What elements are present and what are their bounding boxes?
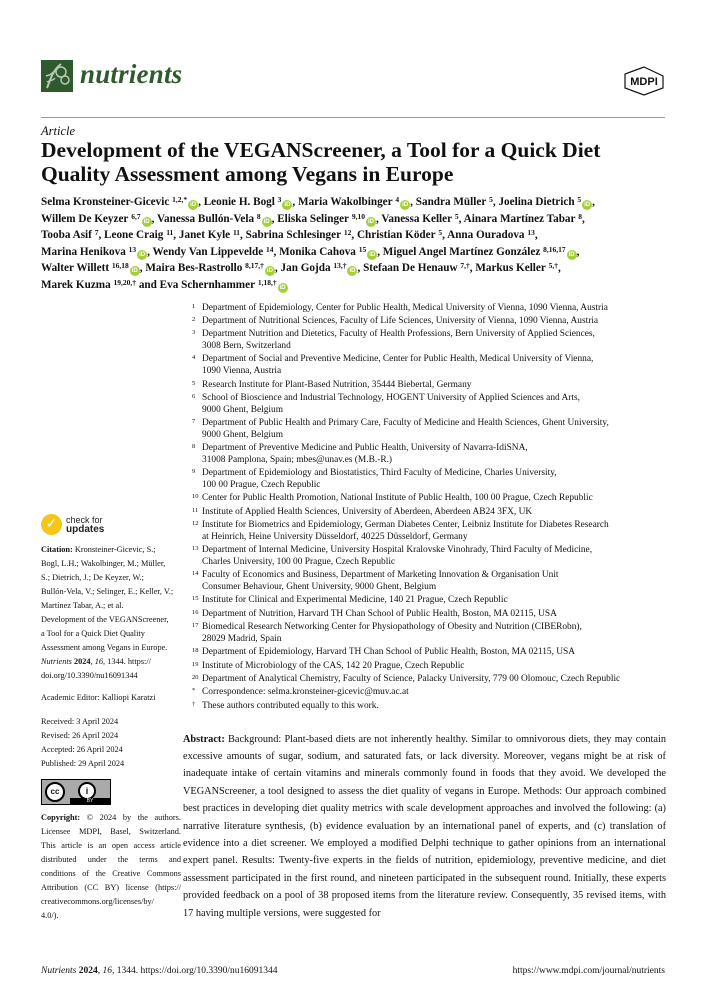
publication-date: Revised: 26 April 2024 bbox=[41, 731, 119, 740]
author-affiliation-markers: 13,† bbox=[333, 261, 347, 271]
orcid-icon[interactable]: iD bbox=[190, 202, 197, 208]
author-affiliation-markers: 8 bbox=[256, 211, 261, 221]
journal-name: nutrients bbox=[80, 59, 183, 89]
author[interactable]: Tooba Asif bbox=[41, 229, 92, 242]
orcid-icon[interactable]: iD bbox=[369, 251, 376, 258]
citation-line: Assessment among Vegans in Europe. bbox=[41, 643, 168, 652]
citation-line: Bullón-Vela, V.; Selinger, E.; Keller, V.; bbox=[41, 587, 174, 596]
author-affiliation-markers: 12 bbox=[343, 228, 352, 238]
author-affiliation-markers: 5 bbox=[438, 228, 443, 238]
affiliation bbox=[194, 520, 671, 543]
publication-date: Accepted: 26 April 2024 bbox=[41, 745, 123, 754]
author[interactable]: Selma Kronsteiner-Gicevic bbox=[41, 196, 170, 208]
author[interactable]: Walter Willett bbox=[41, 262, 110, 275]
copyright-line bbox=[41, 811, 181, 825]
affiliation-line: Consumer Behaviour, Ghent University, 9000 Ghent, Belgium bbox=[202, 581, 437, 592]
affiliation-line: at Heinrich, Heine University Düsseldorf, 40225 Düsseldorf, Germany bbox=[202, 531, 468, 542]
affiliation bbox=[194, 570, 671, 593]
affiliation bbox=[194, 609, 671, 621]
affiliation bbox=[194, 443, 671, 466]
author-affiliation-markers: 13 bbox=[128, 244, 137, 254]
article-title: Development of the VEGANScreener, a Tool for a Quick Diet Quality Assessment among Vegans in Europe bbox=[41, 138, 601, 186]
author[interactable]: Markus Keller bbox=[475, 262, 546, 275]
author[interactable]: Janet Kyle bbox=[178, 229, 231, 242]
affiliation-number: 19 bbox=[192, 660, 199, 668]
citation-block bbox=[41, 543, 181, 683]
checkmark-icon: ✓ bbox=[41, 514, 62, 535]
affiliation bbox=[194, 380, 671, 392]
affiliation-line: 100 00 Prague, Czech Republic bbox=[202, 479, 321, 490]
copyright-line: This article is an open access article bbox=[41, 841, 181, 850]
journal-logo-icon bbox=[41, 60, 73, 92]
affiliation bbox=[194, 622, 671, 645]
orcid-icon[interactable]: iD bbox=[139, 251, 146, 258]
affiliation bbox=[194, 661, 671, 673]
author[interactable]: Sandra Müller bbox=[415, 196, 487, 208]
affiliation-line: Department of Nutrition, Harvard TH Chan School of Public Health, Boston, MA 02115, USA bbox=[202, 608, 557, 619]
affiliation-number: 3 bbox=[192, 329, 196, 337]
author-affiliation-markers: 14 bbox=[266, 244, 274, 254]
cc-by-license-badge[interactable] bbox=[41, 779, 111, 805]
affiliation-number: 18 bbox=[192, 647, 199, 655]
author-affiliation-markers: 8 bbox=[578, 211, 583, 221]
affiliation bbox=[194, 545, 671, 568]
author[interactable]: Eliska Selinger bbox=[277, 212, 350, 225]
footer-journal-url[interactable]: https://www.mdpi.com/journal/nutrients bbox=[512, 966, 665, 976]
affiliation-line: Department of Nutritional Sciences, Faculty of Life Sciences, University of Vienna, 1090 Vienna, Austria bbox=[202, 315, 599, 326]
orcid-icon[interactable]: iD bbox=[143, 218, 150, 225]
affiliation bbox=[194, 687, 671, 699]
author-affiliation-markers: 15 bbox=[358, 244, 367, 254]
affiliation-number: 11 bbox=[192, 506, 199, 514]
author[interactable]: Christian Köder bbox=[356, 229, 436, 242]
citation-journal: Nutrients bbox=[41, 657, 72, 666]
author[interactable]: Miguel Angel Martínez González bbox=[382, 245, 541, 258]
affiliation bbox=[194, 701, 671, 713]
affiliation-line: 1090 Vienna, Austria bbox=[202, 366, 282, 377]
publication-dates bbox=[41, 715, 181, 771]
affiliation-number: 12 bbox=[192, 520, 199, 528]
citation-rest: , 1344. https:// bbox=[103, 657, 151, 666]
citation-line: Bogl, L.H.; Wakolbinger, M.; Müller, bbox=[41, 559, 166, 568]
affiliation-number: 17 bbox=[192, 622, 199, 630]
check-updates-line2: updates bbox=[66, 523, 105, 535]
affiliation-number: 8 bbox=[192, 443, 196, 451]
author[interactable]: Marek Kuzma bbox=[41, 278, 111, 291]
author[interactable]: Willem De Keyzer bbox=[41, 212, 129, 225]
affiliation-line: Research Institute for Plant-Based Nutrition, 35444 Biebertal, Germany bbox=[202, 379, 472, 390]
author-affiliation-markers: 5 bbox=[489, 195, 493, 204]
affiliation-line: School of Bioscience and Industrial Technology, HOGENT University of Applied Sciences and Arts, bbox=[202, 392, 581, 403]
citation-volume: 16 bbox=[94, 657, 104, 666]
affiliation bbox=[194, 468, 671, 491]
abstract-label: Abstract: bbox=[183, 733, 225, 745]
author-affiliation-markers: 11 bbox=[232, 228, 241, 238]
orcid-icon[interactable]: iD bbox=[263, 218, 270, 225]
affiliation-line: Center for Public Health Promotion, National Institute of Public Health, 100 00 Prague, Czech Republic bbox=[202, 493, 593, 504]
affiliation bbox=[194, 507, 671, 519]
author-affiliation-markers: 6,7 bbox=[131, 211, 141, 221]
attribution-icon: i bbox=[78, 782, 96, 800]
affiliation-line: 28029 Madrid, Spain bbox=[202, 633, 282, 644]
orcid-icon[interactable]: iD bbox=[284, 202, 291, 208]
author[interactable]: Wendy Van Lippevelde bbox=[152, 245, 264, 258]
author[interactable]: Sabrina Schlesinger bbox=[245, 229, 342, 242]
affiliation-number: 10 bbox=[192, 493, 199, 501]
academic-editor: Academic Editor: Kalliopi Karatzi bbox=[41, 693, 156, 702]
footer-volume: 16 bbox=[102, 966, 112, 976]
affiliation-list bbox=[194, 303, 671, 713]
author-affiliation-markers: 7,† bbox=[460, 261, 470, 271]
affiliation bbox=[194, 674, 671, 686]
author-affiliation-markers: 1,18,† bbox=[257, 277, 277, 287]
author-affiliation-markers: 8,16,17 bbox=[543, 244, 566, 254]
author[interactable]: Monika Cahova bbox=[279, 245, 356, 258]
author[interactable]: Marina Henikova bbox=[41, 245, 126, 258]
affiliation-line: Department of Preventive Medicine and Public Health, University of Navarra-IdiSNA, bbox=[202, 443, 528, 454]
affiliation-number: 7 bbox=[192, 418, 196, 426]
affiliation bbox=[194, 493, 671, 505]
orcid-icon[interactable]: iD bbox=[367, 218, 374, 225]
author[interactable]: Vanessa Bullón-Vela bbox=[156, 212, 255, 225]
citation-label: Citation: bbox=[41, 545, 73, 554]
copyright-line: Licensee MDPI, Basel, Switzerland. bbox=[41, 827, 181, 836]
abstract-text: Background: Plant-based diets are not inherently healthy. Similar to omnivorous diets, they may contain excessive amounts of sugar, sodium, and saturated fats, or lack diversity. Moreover, vegans might be at risk of inadequate intake of certain vitamins and minerals commonly found in foods that they avoid. We developed the VEGANScreener, a tool designed to assess the diet quality of vegans in Europe. Methods: Our approach combined best practices in developing diet quality metrics with scale development approaches and involved the following: (a) narrative literature synthesis, (b) evidence evaluation by an international panel of experts, and (c) translation of evidence into a diet screener. We employed a modified Delphi technique to gather opinions from an international expert panel. Results: Twenty-five experts in the fields of nutrition, epidemiology, preventive medicine, and diet assessment participated in the first round, and nineteen participated in the subsequent round. Initially, these experts provided feedback on a pool of 38 proposed items from the literature review. Consequently, 35 revised items, with 17 having multiple versions, were suggested for bbox=[183, 733, 667, 919]
affiliation-number: 6 bbox=[192, 392, 196, 400]
check-updates-line1: check for bbox=[66, 514, 103, 525]
affiliation-line: Department of Analytical Chemistry, Faculty of Science, Palacky University, 779 00 Olomouc, Czech Republic bbox=[202, 674, 621, 685]
author-list: Selma Kronsteiner-Gicevic $^{1,2,*}$iD , Leonie H. Bogl $^3$iD , Maria Wakolbinger $^4$iD , Sandra Müller $^5$, Joelina Dietrich $^5$iD , Willem De Keyzer $^{6,7}$iD , Vanessa Bullón-Vela $^8$iD , Eliska Selinger $^{9,10}$iD , Vanessa Keller $^5$, Ainara Martínez Tabar $^8$, Tooba Asif $^7$, Leone Craig $^{11}$, Janet Kyle $^{11}$, Sabrina Schlesinger $^{12}$, Christian Köder $^5$, Anna Ouradova $^{13}$, Marina Henikova $^{13}$iD , Wendy Van Lippevelde $^{14}$, Monika Cahova $^{15}$iD , Miguel Angel Martínez González $^{8,16,17}$iD , Walter Willett $^{16,18}$iD , Maira Bes-Rastrollo $^{8,17,\dagger}$iD , Jan Gojda $^{13,\dagger}$iD , Stefaan De Henauw $^{7,\dagger}$, Markus Keller $^{5,\dagger}$, Marek Kuzma $^{19,20,\dagger}$ and Eva Schernhammer $^{1,18,\dagger}$iD bbox=[41, 195, 595, 291]
affiliation bbox=[194, 595, 671, 607]
affiliation-line: Charles University, 100 00 Prague, Czech Republic bbox=[202, 556, 396, 567]
citation-line bbox=[41, 543, 181, 557]
orcid-icon[interactable]: iD bbox=[584, 202, 591, 208]
author[interactable]: Leone Craig bbox=[104, 229, 164, 242]
affiliation-number: 14 bbox=[192, 570, 199, 578]
affiliation-number: 1 bbox=[192, 302, 196, 310]
affiliation-line: Institute for Biometrics and Epidemiology, German Diabetes Center, Leibniz Institute for Diabetes Research bbox=[202, 520, 609, 531]
affiliation-line: Department of Epidemiology, Center for Public Health, Medical University of Vienna, 1090 Vienna, Austria bbox=[202, 302, 608, 313]
footer-journal: Nutrients bbox=[41, 966, 77, 976]
citation-year: 2024 bbox=[73, 657, 91, 666]
affiliation-number: * bbox=[192, 687, 196, 695]
citation-line: Development of the VEGANScreener, bbox=[41, 615, 169, 624]
author[interactable]: Maria Wakolbinger bbox=[298, 196, 393, 208]
affiliation bbox=[194, 354, 671, 377]
affiliation-number: 16 bbox=[192, 608, 199, 616]
footer-year: 2024 bbox=[78, 966, 98, 976]
affiliation-line: These authors contributed equally to this work. bbox=[202, 700, 379, 711]
publication-date: Published: 29 April 2024 bbox=[41, 759, 125, 768]
affiliation bbox=[194, 329, 671, 352]
affiliation-number: 9 bbox=[192, 468, 196, 476]
article-type: Article bbox=[41, 124, 76, 138]
orcid-icon[interactable]: iD bbox=[131, 268, 138, 275]
author[interactable]: Joelina Dietrich bbox=[498, 196, 575, 208]
author-affiliation-markers: 13 bbox=[527, 228, 535, 238]
affiliation-line: Biomedical Research Networking Center for Physiopathology of Obesity and Nutrition (CIBERobn), bbox=[202, 622, 582, 633]
affiliation-number: 2 bbox=[192, 315, 196, 323]
affiliation-line: Institute of Microbiology of the CAS, 142 20 Prague, Czech Republic bbox=[202, 660, 465, 671]
affiliation-line: 9000 Ghent, Belgium bbox=[202, 404, 283, 415]
mdpi-logo bbox=[623, 66, 665, 96]
svg-text:MDPI: MDPI bbox=[630, 76, 658, 88]
copyright-line: conditions of the Creative Commons bbox=[41, 869, 181, 878]
affiliation-line: Department of Internal Medicine, University Hospital Kralovske Vinohrady, Third Faculty of Medicine, bbox=[202, 545, 593, 556]
orcid-icon[interactable]: iD bbox=[568, 251, 575, 258]
affiliation-number: 5 bbox=[192, 379, 196, 387]
citation-line: Martínez Tabar, A.; et al. bbox=[41, 601, 124, 610]
author-affiliation-markers: 1,2,* bbox=[172, 195, 188, 204]
author[interactable]: Maira Bes-Rastrollo bbox=[145, 262, 243, 275]
author-affiliation-markers: 16,18 bbox=[111, 261, 129, 271]
citation-line: a Tool for a Quick Diet Quality bbox=[41, 629, 145, 638]
footer-doi[interactable]: , 1344. https://doi.org/10.3390/nu16091344 bbox=[112, 966, 278, 976]
affiliation-line: 31008 Pamplona, Spain; mbes@unav.es (M.B.-R.) bbox=[202, 454, 393, 465]
affiliation-line: 3008 Bern, Switzerland bbox=[202, 341, 291, 352]
author-affiliation-markers: 5,† bbox=[548, 261, 559, 271]
affiliation-line: Department of Epidemiology and Biostatistics, Third Faculty of Medicine, Charles University, bbox=[202, 468, 557, 479]
citation-journal-line: Nutrients 2024, 16, 1344. https:// bbox=[41, 657, 151, 666]
author-affiliation-markers: 4 bbox=[395, 195, 400, 204]
citation-doi-link[interactable]: doi.org/10.3390/nu16091344 bbox=[41, 671, 138, 680]
abstract bbox=[183, 731, 666, 922]
footer-citation: Nutrients 2024, 16, 1344. https://doi.org/10.3390/nu16091344 bbox=[41, 966, 278, 976]
author-affiliation-markers: 3 bbox=[277, 195, 282, 204]
affiliation-number: 20 bbox=[192, 674, 199, 682]
author[interactable]: Vanessa Keller bbox=[381, 212, 453, 225]
article-sidebar bbox=[41, 514, 181, 923]
affiliation-line: Faculty of Economics and Business, Department of Marketing Innovation & Organisation Unit bbox=[202, 570, 559, 581]
copyright-line: 4.0/). bbox=[41, 911, 59, 920]
affiliation bbox=[194, 647, 671, 659]
orcid-icon[interactable]: iD bbox=[266, 268, 273, 275]
affiliation-number: 15 bbox=[192, 595, 199, 603]
affiliation-line: Department of Epidemiology, Harvard TH Chan School of Public Health, Boston, MA 02115, USA bbox=[202, 647, 576, 658]
author-affiliation-markers: 5 bbox=[454, 211, 459, 221]
copyright-line[interactable]: Attribution (CC BY) license (https:// bbox=[41, 883, 181, 892]
author-affiliation-markers: 19,20,† bbox=[113, 277, 137, 287]
affiliation bbox=[194, 418, 671, 441]
affiliation-line: 9000 Ghent, Belgium bbox=[202, 429, 283, 440]
affiliation-line: Department of Social and Preventive Medicine, Center for Public Health, Medical University of Vienna, bbox=[202, 354, 594, 365]
publication-date: Received: 3 April 2024 bbox=[41, 717, 119, 726]
affiliation bbox=[194, 303, 671, 315]
affiliation bbox=[194, 316, 671, 328]
check-for-updates-button[interactable] bbox=[41, 514, 181, 535]
copyright-line: creativecommons.org/licenses/by/ bbox=[41, 897, 154, 906]
affiliation-number: 4 bbox=[192, 354, 196, 362]
orcid-icon[interactable]: iD bbox=[349, 268, 356, 275]
affiliation-line: Department of Public Health and Primary Care, Faculty of Medicine and Health Sciences, Ghent University, bbox=[202, 418, 609, 429]
affiliation-line: Department Nutrition and Dietetics, Faculty of Health Professions, Bern University of Applied Sciences, bbox=[202, 329, 595, 340]
affiliation-line: Correspondence: selma.kronsteiner-gicevic@muv.ac.at bbox=[202, 687, 409, 698]
author-affiliation-markers: 8,17,† bbox=[245, 261, 264, 271]
by-label: BY bbox=[70, 798, 110, 804]
author[interactable]: Leonie H. Bogl bbox=[203, 196, 275, 208]
author[interactable]: Stefaan De Henauw bbox=[363, 262, 458, 275]
copyright-text: © 2024 by the authors. bbox=[86, 813, 181, 822]
affiliation-number: 13 bbox=[192, 545, 199, 553]
author-affiliation-markers: 7 bbox=[94, 228, 99, 238]
author-affiliation-markers: 5 bbox=[577, 195, 582, 204]
affiliation-number: † bbox=[192, 700, 196, 708]
orcid-icon[interactable]: iD bbox=[402, 202, 409, 208]
author[interactable]: Ainara Martínez Tabar bbox=[463, 212, 576, 225]
citation-line: S.; Dietrich, J.; De Keyzer, W.; bbox=[41, 573, 144, 582]
author-affiliation-markers: 9,10 bbox=[351, 211, 365, 221]
citation-text: Kronsteiner-Gicevic, S.; bbox=[74, 545, 156, 554]
copyright-block bbox=[41, 811, 181, 923]
author-affiliation-markers: 11 bbox=[166, 228, 174, 238]
header-divider bbox=[41, 117, 665, 118]
affiliation-line: Institute for Clinical and Experimental Medicine, 140 21 Prague, Czech Republic bbox=[202, 595, 508, 606]
author[interactable]: Eva Schernhammer bbox=[159, 278, 256, 291]
affiliation-line: Institute of Applied Health Sciences, University of Aberdeen, Aberdeen AB24 3FX, UK bbox=[202, 506, 533, 517]
author[interactable]: Jan Gojda bbox=[280, 262, 331, 275]
cc-icon: cc bbox=[45, 782, 65, 802]
orcid-icon[interactable]: iD bbox=[279, 284, 286, 291]
affiliation bbox=[194, 393, 671, 416]
copyright-label: Copyright: bbox=[41, 813, 81, 822]
copyright-line: distributed under the terms and bbox=[41, 855, 181, 864]
author[interactable]: Anna Ouradova bbox=[447, 229, 525, 242]
